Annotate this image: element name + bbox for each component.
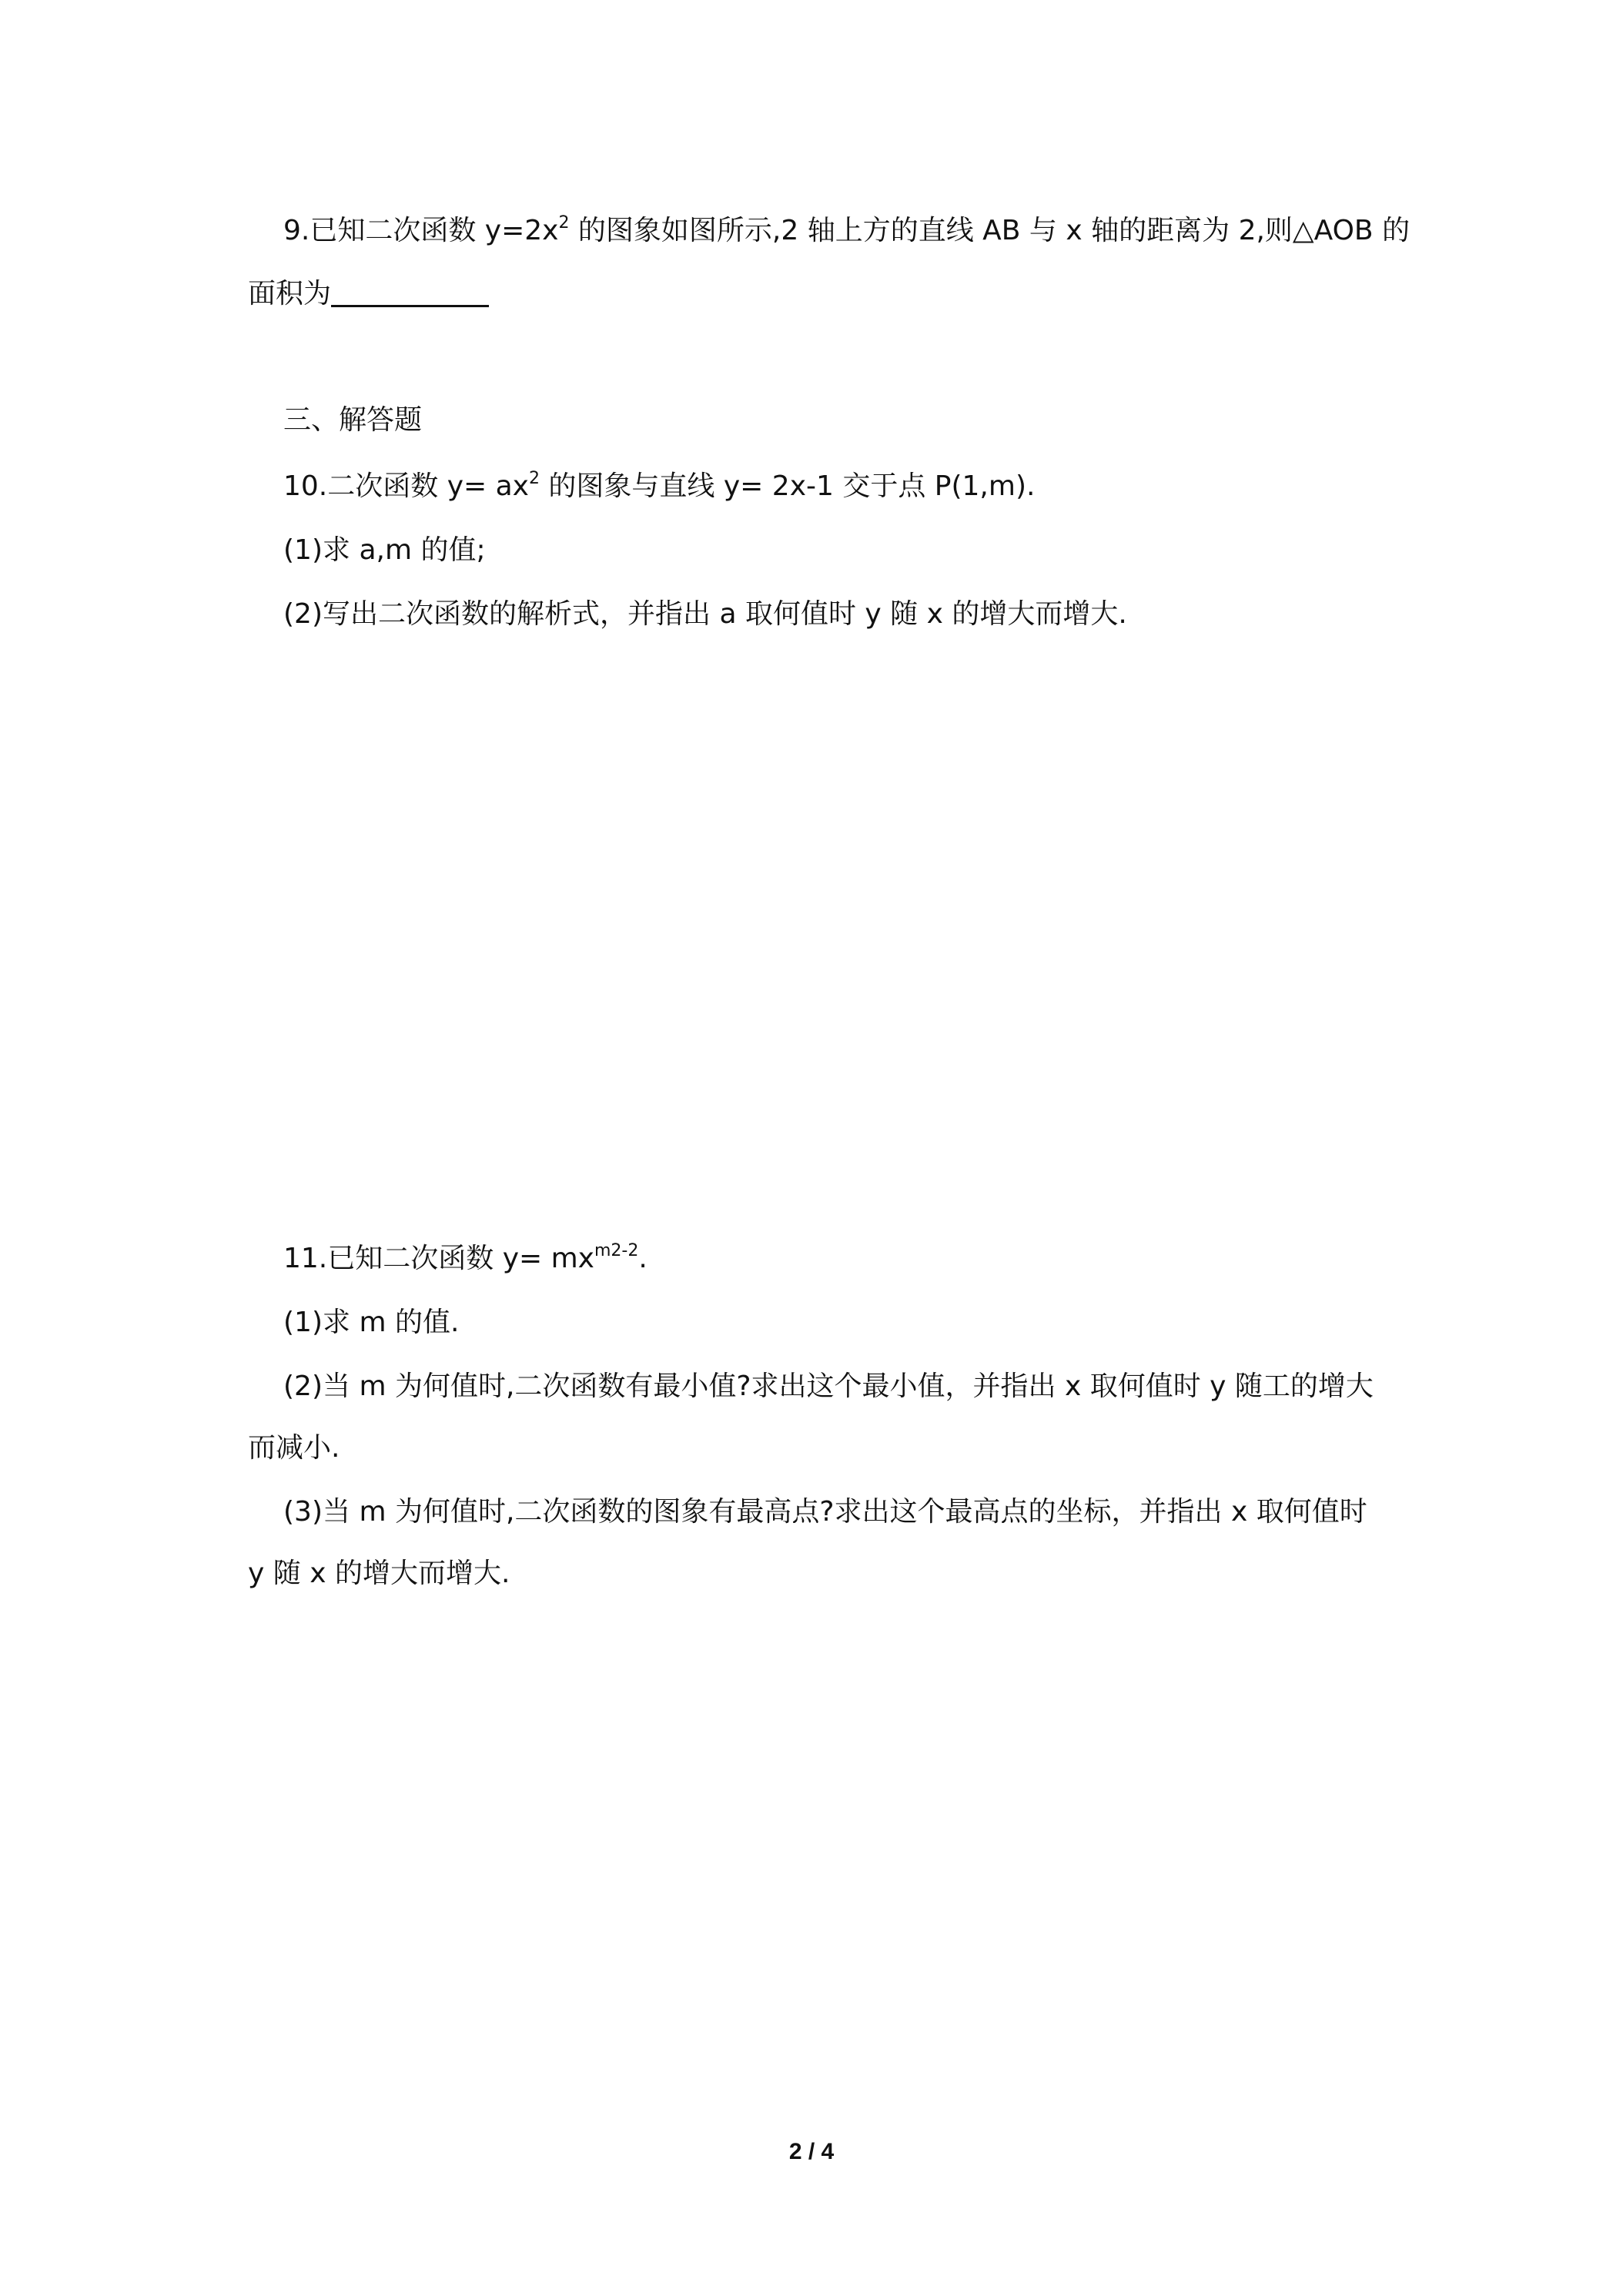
q11-text-a: 11.已知二次函数 y= mx: [283, 1243, 594, 1274]
q11-part-2-line-2: 而减小.: [248, 1432, 340, 1464]
q11-part-3-line-2: y 随 x 的增大而增大.: [248, 1558, 510, 1589]
q11-part-3-line-1: (3)当 m 为何值时,二次函数的图象有最高点?求出这个最高点的坐标，并指出 x 取何值时: [283, 1496, 1367, 1528]
q11-text-b: .: [638, 1243, 648, 1274]
answer-blank: [331, 276, 489, 307]
q10-part-1: (1)求 a,m 的值;: [283, 534, 486, 566]
q10-part-2: (2)写出二次函数的解析式，并指出 a 取何值时 y 随 x 的增大而增大.: [283, 598, 1127, 630]
q9-text-a: 9.已知二次函数 y=2x: [283, 215, 559, 246]
q9-text-c: 面积为: [248, 278, 332, 310]
q11-superscript: m2-2: [594, 1241, 639, 1260]
q11-stem: [283, 1240, 648, 1277]
q9-text-b: 的图象如图所示,2 轴上方的直线 AB 与 x 轴的距离为 2,则△AOB 的: [569, 215, 1411, 246]
q11-part-1: (1)求 m 的值.: [283, 1307, 460, 1338]
page-number: 2 / 4: [788, 2139, 835, 2164]
q10-stem: [283, 468, 1035, 505]
q11-part-2-line-1: (2)当 m 为何值时,二次函数有最小值?求出这个最小值，并指出 x 取何值时 y 随工的增大: [283, 1371, 1374, 1402]
section-heading: 三、解答题: [283, 404, 423, 436]
q10-text-b: 的图象与直线 y= 2x-1 交于点 P(1,m).: [539, 470, 1036, 502]
q9-line-2: [248, 276, 489, 313]
q9-line-1: [283, 213, 1410, 249]
q9-superscript: 2: [558, 213, 570, 233]
q10-text-a: 10.二次函数 y= ax: [283, 470, 529, 502]
q10-superscript: 2: [528, 469, 540, 488]
